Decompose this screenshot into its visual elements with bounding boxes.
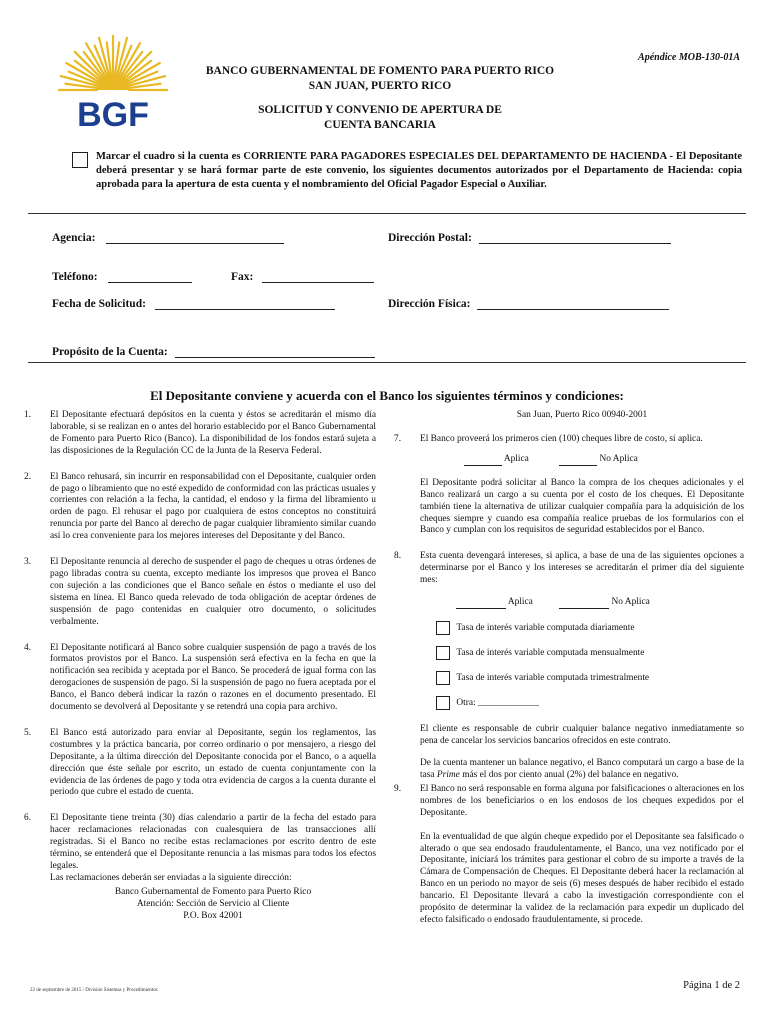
right-city-line: San Juan, Puerto Rico 00940-2001 xyxy=(516,410,648,420)
checks-applies-row: Aplica No Aplica xyxy=(420,454,744,466)
interest-option-monthly: Tasa de interés variable computada mensualmente xyxy=(420,646,744,660)
checks-aplica-blank[interactable] xyxy=(464,454,502,466)
footer-note: 22 de septiembre de 2015 / División Sistemas y Procedimientos xyxy=(30,988,158,993)
term-6: 6. El Depositante tiene treinta (30) días calendario a partir de la fecha del estado para hacer reclamaciones relacionadas con cualesquiera de las transacciones allí registradas. Si el Banco no recibe estas reclamaciones por escrito dentro de este término, se entenderá que el Depositante renuncia a las mismas para todos los efectos legales. Las reclamaciones deberán ser enviadas a la siguiente dirección: Banco Gubernamental de Fomento para Puerto Rico Atención: Sección de Servicio al Cliente P.O. Box 42001 xyxy=(24,813,376,921)
term-2: 2. El Banco rehusará, sin incurrir en responsabilidad con el Depositante, cualquier orden de pago o libramiento que no esté expedido de conformidad con las prácticas usuales y corrientes con relación a la fecha, la cantidad, el endoso y la firma del libramiento u orden de pago. El rehusar el pago por cualquiera de estos conceptos no constituirá renuncia por parte del Banco al derecho de pagar cualquier libramiento similar cuando así lo crea conveniente para los mejores intereses del Depositante y del Banco. xyxy=(24,471,376,542)
term-9-forgery: En la eventualidad de que algún cheque expedido por el Depositante sea falsificado o alterado o que sea endosado fraudulentamente, el Banco, una vez notificado por el Depositante, iniciará los trámites para gestionar el cobro de su importe a través de la Cámara de Compensación de Cheques. El Depositante deberá hacer la reclamación al Banco en un periodo no mayor de seis (6) meses después de haber recibido el estado bancario. El Depositante llevará a cabo la investigación correspondiente con el propósito de determinar la validez de la reclamación para expedir un duplicado del efecto falsificado o endosado fraudulentamente, si procede. xyxy=(420,831,744,925)
interest-option-other: Otra: _____________ xyxy=(420,696,744,710)
direccion-fisica-field: Dirección Física: xyxy=(388,298,669,310)
bgf-logo xyxy=(58,18,168,138)
agencia-field: Agencia: xyxy=(52,232,284,244)
proposito-field: Propósito de la Cuenta: xyxy=(52,346,375,358)
term-5: 5. El Banco está autorizado para enviar al Depositante, según los reglamentos, las costumbres y la práctica bancaria, por correo ordinario o por mensajero, a riesgo del Depositante, a la última dirección del Depositante conocida por el Banco, o a aquella dirección que éste señale por escrito, un estado de cuenta conjuntamente con la evidencia de las órdenes de pago y toda otra evidencia de cargos a la cuenta durante el periodo que cubre el estado de cuenta. xyxy=(24,727,376,798)
page-number: Página 1 de 2 xyxy=(683,980,740,991)
term-9: 9. El Banco no será responsable en forma alguna por falsificaciones o alteraciones en los nombres de los beneficiarios o en los endosos de los cheques expedidos por el Depositante. xyxy=(394,783,744,818)
interest-aplica-blank[interactable] xyxy=(456,597,506,609)
claims-address: Banco Gubernamental de Fomento para Puerto Rico Atención: Sección de Servicio al Cliente P.O. Box 42001 xyxy=(114,886,312,921)
fecha-solicitud-field: Fecha de Solicitud: xyxy=(52,298,335,310)
direccion-fisica-input[interactable] xyxy=(477,298,669,310)
sun-icon xyxy=(58,18,168,138)
term-3: 3. El Depositante renuncia al derecho de suspender el pago de cheques u otras órdenes de pago libradas contra su cuenta, excepto mediante los impresos que provea el Banco con sujeción a las condiciones que el Banco señale en éstos o mediante el uso del sistema en línea. El Banco queda relevado de toda obligación de aceptar órdenes de suspensión de pago contenidas en cualquier otro documento, o solicitudes verbalmente. xyxy=(24,557,376,627)
interest-option-daily: Tasa de interés variable computada diariamente xyxy=(420,621,744,635)
hacienda-notice-text: Marcar el cuadro si la cuenta es CORRIENTE PARA PAGADORES ESPECIALES DEL DEPARTAMENTO DE HACIENDA - El Depositante deberá presentar y se hará formar parte de este convenio, los siguientes documentos autorizados por el Departamento de Hacienda: copia aprobada para la apertura de esta cuenta y el nombramiento del Oficial Pagador Especial o Auxiliar. xyxy=(96,151,742,190)
quarterly-checkbox[interactable] xyxy=(436,671,450,685)
claims-line: Las reclamaciones deberán ser enviadas a la siguiente dirección: xyxy=(50,872,292,883)
agencia-input[interactable] xyxy=(106,232,284,244)
bank-name: BANCO GUBERNAMENTAL DE FOMENTO PARA PUERTO RICO xyxy=(205,65,555,77)
direccion-postal-input[interactable] xyxy=(479,232,671,244)
daily-checkbox[interactable] xyxy=(436,621,450,635)
fax-field: Fax: xyxy=(231,271,374,283)
term-7-additional: El Depositante podrá solicitar al Banco la compra de los cheques adicionales y el Banco realizará un cargo a su cuenta por el costo de los cheques. El Depositante también tiene la alternativa de utilizar cualquier compañía para la adquisición de los cheques siempre y cuando esa compañía realice pruebas de los formularios con el Banco y cumplan con los requisitos de seguridad establecidos por el Banco. xyxy=(420,477,744,536)
terms-intro: El Depositante conviene y acuerda con el Banco los siguientes términos y condiciones: xyxy=(150,388,624,403)
hacienda-notice xyxy=(68,150,748,210)
interest-option-quarterly: Tasa de interés variable computada trimestralmente xyxy=(420,671,744,685)
proposito-input[interactable] xyxy=(175,346,375,358)
other-checkbox[interactable] xyxy=(436,696,450,710)
logo-text: BGF xyxy=(77,96,149,134)
term-1: 1. El Depositante efectuará depósitos en la cuenta y éstos se acreditarán el mismo día laborable, si se realizan en o antes del horario establecido por el Banco Gubernamental de Fomento para Puerto Rico (Banco). La disponibilidad de los fondos estará sujeta a las disposiciones de la Regulación CC de la Junta de la Reserva Federal. xyxy=(24,410,376,456)
divider xyxy=(28,362,746,363)
term-8: 8. Esta cuenta devengará intereses, si aplica, a base de una de las siguientes opciones a determinarse por el Banco y los intereses se acreditarán el primer día del siguiente mes: xyxy=(394,551,744,586)
bank-city: SAN JUAN, PUERTO RICO xyxy=(308,80,452,92)
telefono-field: Teléfono: xyxy=(52,271,192,283)
negative-balance-text: El cliente es responsable de cubrir cualquier balance negativo inmediatamente so pena de cancelar los servicios bancarios ofrecidos en este contrato. xyxy=(420,724,744,747)
monthly-checkbox[interactable] xyxy=(436,646,450,660)
direccion-postal-field: Dirección Postal: xyxy=(388,232,671,244)
fecha-solicitud-input[interactable] xyxy=(155,298,335,310)
term-4: 4. El Depositante notificará al Banco sobre cualquier suspensión de pago a través de los formatos provistos por el Banco. La suspensión será efectiva en la fecha en que la notificación sea recibida y aceptada por el Banco. Se procederá de igual forma con las derogaciones de suspensión de pago. Si la suspensión de pago no fuera aceptada por el Banco, el Banco deberá indicar la razón o razones en el documento presentado. El documento se devolverá al Depositante y se retendrá una copia para archivo. xyxy=(24,642,376,713)
form-title-line2: CUENTA BANCARIA xyxy=(324,119,436,131)
interest-applies-row: Aplica No Aplica xyxy=(420,597,744,609)
interest-no-aplica-blank[interactable] xyxy=(559,597,609,609)
fax-input[interactable] xyxy=(262,271,374,283)
checks-no-aplica-blank[interactable] xyxy=(559,454,597,466)
divider xyxy=(28,213,746,214)
telefono-input[interactable] xyxy=(108,271,192,283)
terms-right-column xyxy=(394,410,744,927)
appendix-reference: Apéndice MOB-130-01A xyxy=(638,52,740,63)
hacienda-checkbox[interactable] xyxy=(72,152,88,168)
terms-left-column xyxy=(24,410,376,923)
term-7: 7. El Banco proveerá los primeros cien (100) cheques libre de costo, si aplica. xyxy=(394,433,703,444)
form-title-line1: SOLICITUD Y CONVENIO DE APERTURA DE xyxy=(258,104,502,116)
negative-balance-charge: De la cuenta mantener un balance negativo, el Banco computará un cargo a base de la tasa Prime más el dos por ciento anual (2%) del balance en negativo. xyxy=(420,758,744,781)
